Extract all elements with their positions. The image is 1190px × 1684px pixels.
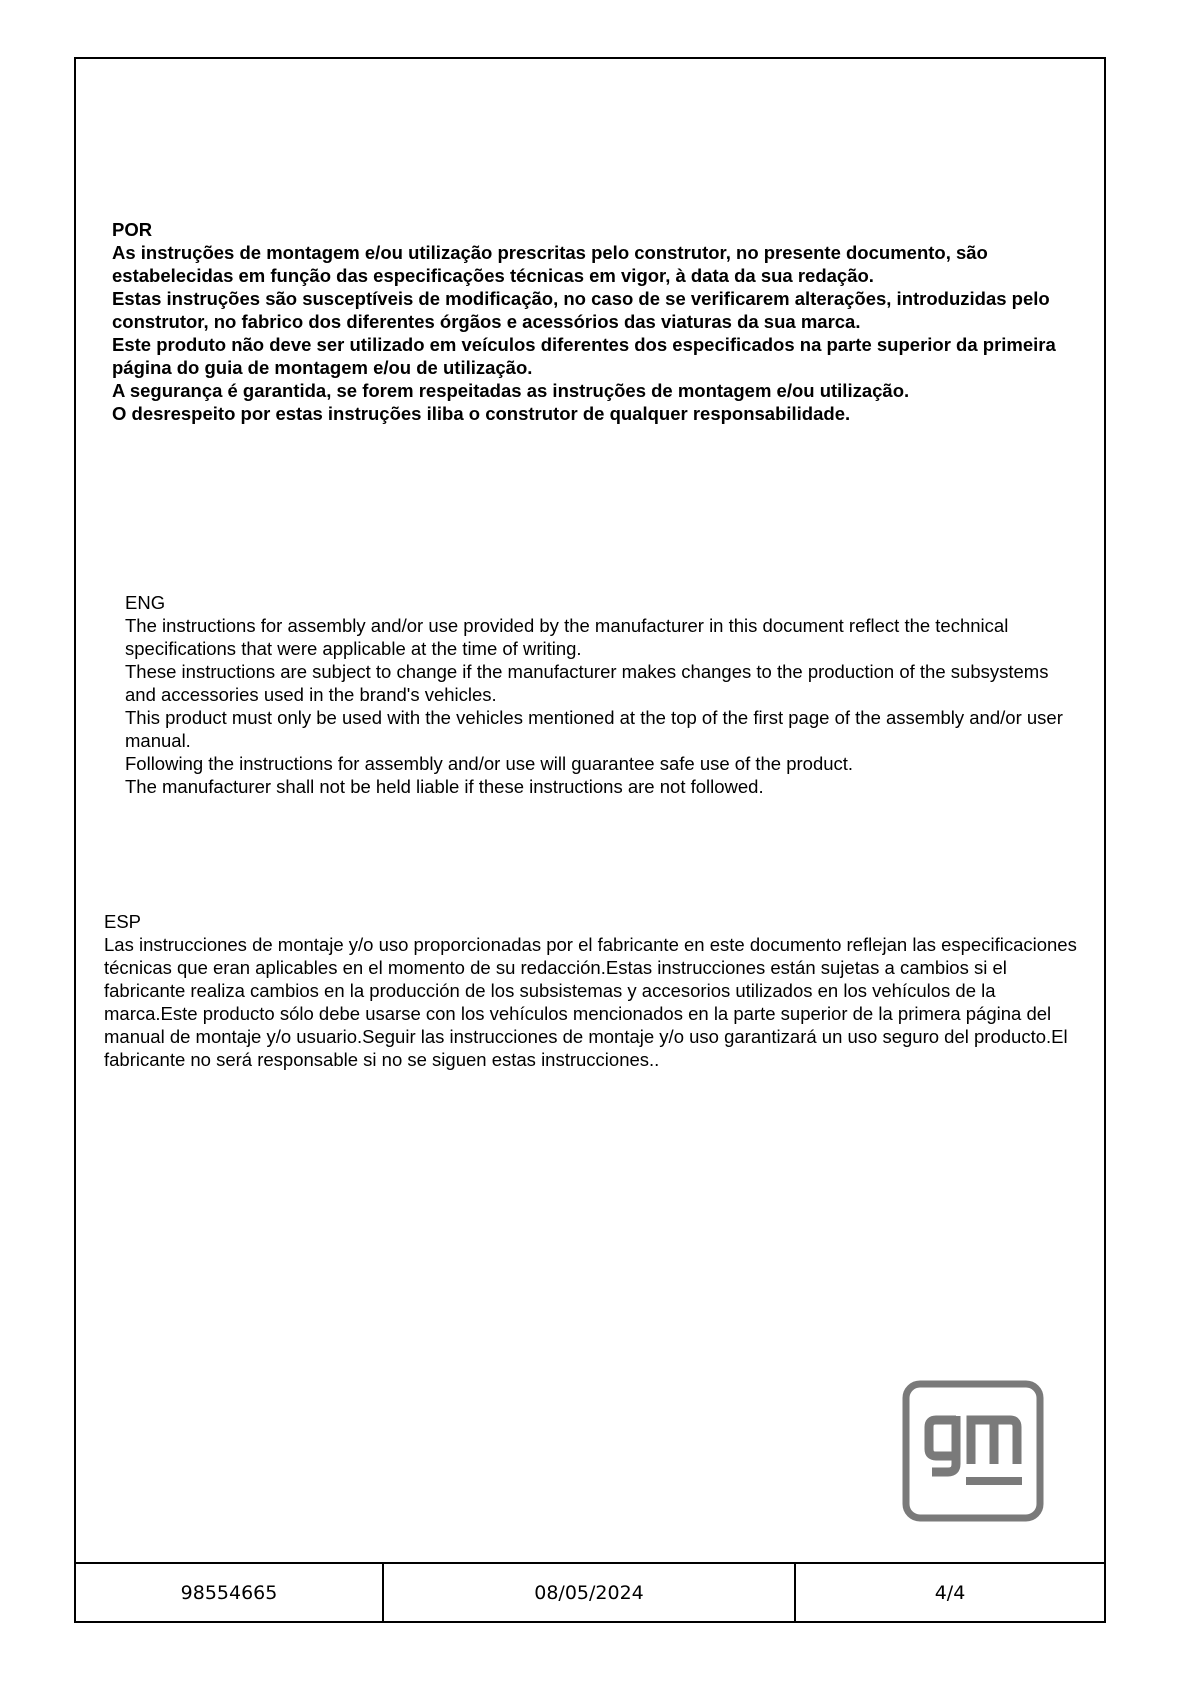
section-heading: ENG: [125, 592, 166, 613]
paragraph: As instruções de montagem e/ou utilização prescritas pelo construtor, no presente documento, são estabelecidas em função das especificações técnicas em vigor, à data da sua redação.: [112, 242, 988, 286]
gm-logo: [902, 1380, 1044, 1522]
page-number: 4/4: [934, 1581, 966, 1604]
paragraph: The manufacturer shall not be held liable if these instructions are not followed.: [125, 776, 764, 797]
paragraph: Estas instruções são susceptíveis de modificação, no caso de se verificarem alterações, introduzidas pelo construtor, no fabrico dos diferentes órgãos e acessórios das viaturas da sua marca.: [112, 288, 1050, 332]
paragraph: Las instrucciones de montaje y/o uso proporcionadas por el fabricante en este documento reflejan las especificaciones técnicas que eran aplicables en el momento de su redacción.Estas instrucciones están sujetas a cambios si el fabricante realiza cambios en la producción de los subsistemas y accesorios utilizados en los vehículos de la marca.Este producto sólo debe usarse con los vehículos mencionados en la parte superior de la primera página del manual de montaje y/o usuario.Seguir las instrucciones de montaje y/o uso garantizará un uso seguro del producto.El fabricante no será responsable si no se siguen estas instrucciones..: [104, 934, 1077, 1070]
paragraph: The instructions for assembly and/or use provided by the manufacturer in this document reflect the technical specifications that were applicable at the time of writing.: [125, 615, 1009, 659]
section-heading: POR: [112, 219, 153, 240]
paragraph: A segurança é garantida, se forem respeitadas as instruções de montagem e/ou utilização.: [112, 380, 910, 401]
document-date: 08/05/2024: [384, 1564, 796, 1621]
section-por: [112, 218, 1087, 425]
paragraph: O desrespeito por estas instruções iliba o construtor de qualquer responsabilidade.: [112, 403, 851, 424]
section-eng: [125, 591, 1075, 798]
paragraph: Following the instructions for assembly and/or use will guarantee safe use of the product.: [125, 753, 854, 774]
paragraph: Este produto não deve ser utilizado em veículos diferentes dos especificados na parte superior da primeira página do guia de montagem e/ou de utilização.: [112, 334, 1056, 378]
paragraph: These instructions are subject to change if the manufacturer makes changes to the production of the subsystems and accessories used in the brand's vehicles.: [125, 661, 1049, 705]
footer-table: [74, 1562, 1106, 1623]
section-heading: ESP: [104, 911, 142, 932]
paragraph: This product must only be used with the vehicles mentioned at the top of the first page of the assembly and/or user manual.: [125, 707, 1063, 751]
part-number: 98554665: [76, 1564, 384, 1621]
section-esp: [104, 910, 1089, 1071]
